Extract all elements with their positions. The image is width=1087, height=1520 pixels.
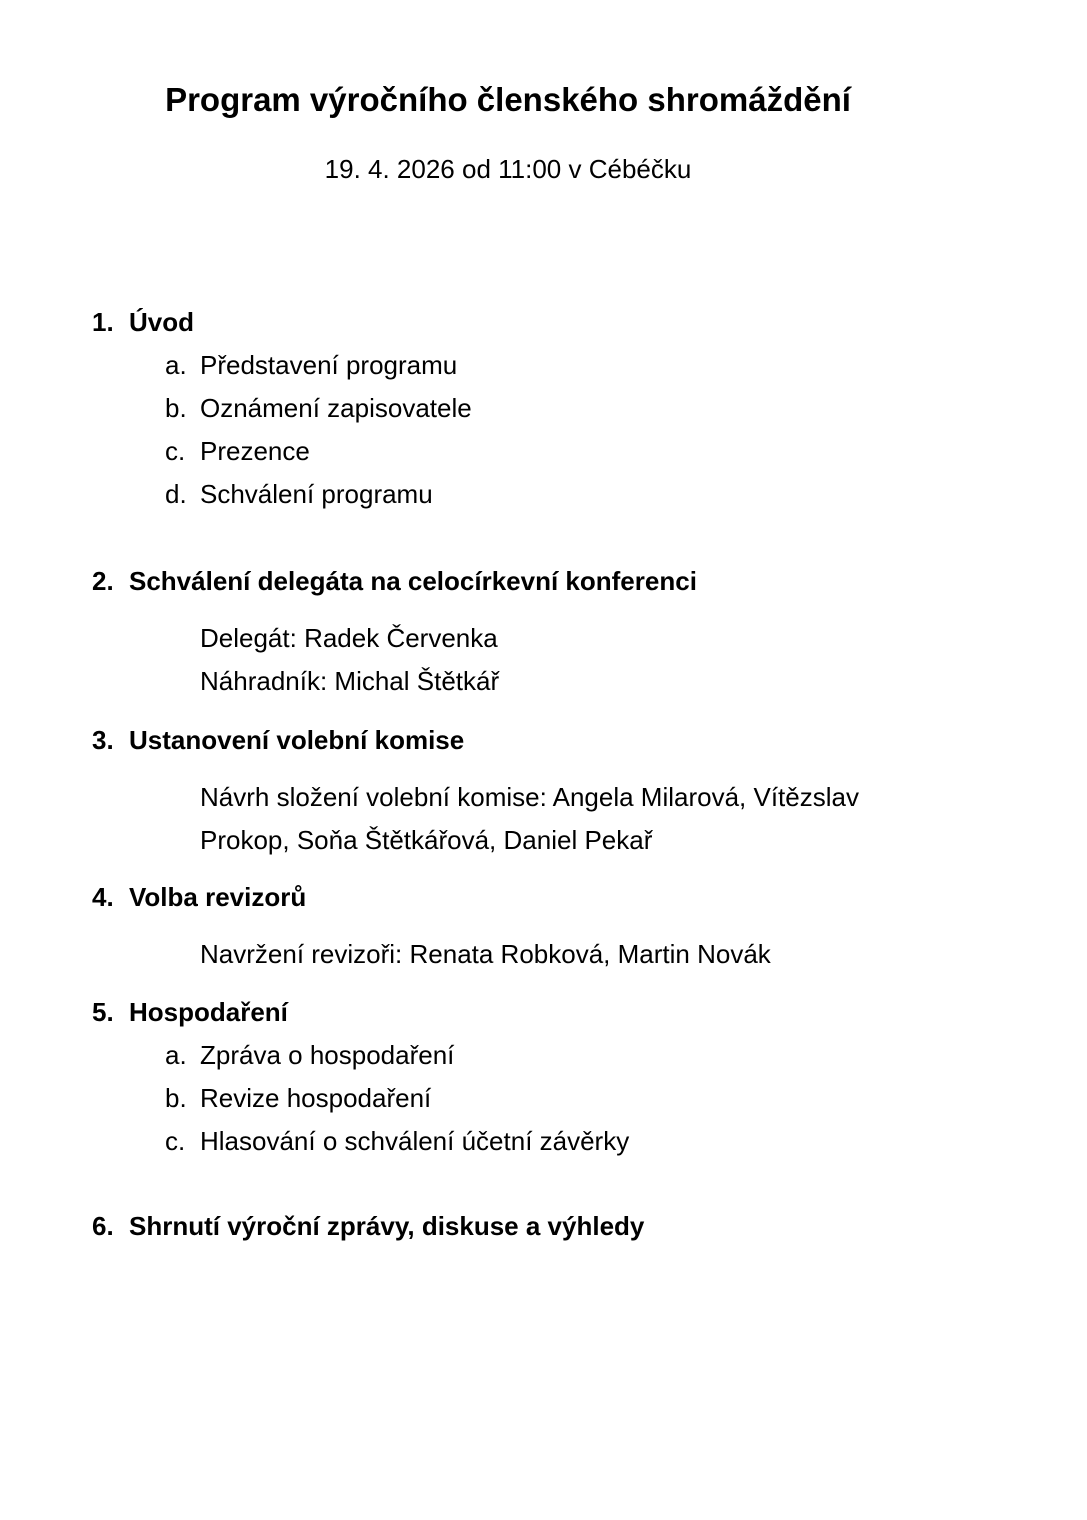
list-item bbox=[165, 344, 924, 387]
section-number: 3. bbox=[92, 725, 114, 755]
section-title: Shrnutí výroční zprávy, diskuse a výhledy bbox=[129, 1211, 645, 1241]
section-number: 6. bbox=[92, 1211, 114, 1241]
section-number: 1. bbox=[92, 307, 114, 337]
section-heading bbox=[92, 719, 924, 762]
section-volba-revizoru bbox=[92, 876, 924, 976]
section-uvod bbox=[92, 301, 924, 516]
list-item-letter: a. bbox=[165, 350, 187, 380]
list-item-letter: b. bbox=[165, 1083, 187, 1113]
section-delegat bbox=[92, 560, 924, 703]
sub-item-list bbox=[165, 1034, 924, 1163]
section-shrnuti bbox=[92, 1205, 924, 1248]
list-item-letter: d. bbox=[165, 479, 187, 509]
list-item bbox=[165, 430, 924, 473]
section-paragraph bbox=[200, 776, 924, 862]
section-heading bbox=[92, 560, 924, 603]
list-item-text: Schválení programu bbox=[200, 479, 433, 509]
section-number: 5. bbox=[92, 997, 114, 1027]
list-item bbox=[165, 473, 924, 516]
section-hospodareni bbox=[92, 991, 924, 1163]
list-item bbox=[165, 1034, 924, 1077]
list-item-text: Oznámení zapisovatele bbox=[200, 393, 472, 423]
list-item-letter: a. bbox=[165, 1040, 187, 1070]
section-title: Úvod bbox=[129, 307, 194, 337]
section-heading bbox=[92, 1205, 924, 1248]
list-item-letter: c. bbox=[165, 436, 186, 466]
section-title: Schválení delegáta na celocírkevní konferenci bbox=[129, 566, 697, 596]
list-item bbox=[165, 1120, 924, 1163]
list-item-text: Představení programu bbox=[200, 350, 458, 380]
list-item-letter: c. bbox=[165, 1126, 186, 1156]
list-item-text: Hlasování o schválení účetní závěrky bbox=[200, 1126, 630, 1156]
paragraph-line: Návrh složení volební komise: Angela Milarová, Vítězslav Prokop, Soňa Štětkářová, Daniel Pekař bbox=[200, 782, 859, 855]
page-title: Program výročního členského shromáždění bbox=[165, 81, 851, 118]
sub-item-list bbox=[165, 344, 924, 516]
section-title: Ustanovení volební komise bbox=[129, 725, 465, 755]
section-title: Volba revizorů bbox=[129, 882, 307, 912]
page-subtitle: 19. 4. 2026 od 11:00 v Cébéčku bbox=[324, 154, 692, 184]
section-title: Hospodaření bbox=[129, 997, 288, 1027]
list-item-text: Revize hospodaření bbox=[200, 1083, 432, 1113]
list-item bbox=[165, 1077, 924, 1120]
section-paragraph bbox=[200, 933, 924, 976]
section-number: 2. bbox=[92, 566, 114, 596]
list-item-letter: b. bbox=[165, 393, 187, 423]
list-item-text: Zpráva o hospodaření bbox=[200, 1040, 455, 1070]
list-item bbox=[165, 387, 924, 430]
paragraph-line: Navržení revizoři: Renata Robková, Martin Novák bbox=[200, 939, 771, 969]
paragraph-line: Delegát: Radek Červenka bbox=[200, 623, 498, 653]
section-volebni-komise bbox=[92, 719, 924, 862]
section-heading bbox=[92, 301, 924, 344]
paragraph-line: Náhradník: Michal Štětkář bbox=[200, 666, 500, 696]
section-heading bbox=[92, 991, 924, 1034]
section-number: 4. bbox=[92, 882, 114, 912]
section-paragraph bbox=[200, 617, 924, 703]
section-heading bbox=[92, 876, 924, 919]
list-item-text: Prezence bbox=[200, 436, 310, 466]
